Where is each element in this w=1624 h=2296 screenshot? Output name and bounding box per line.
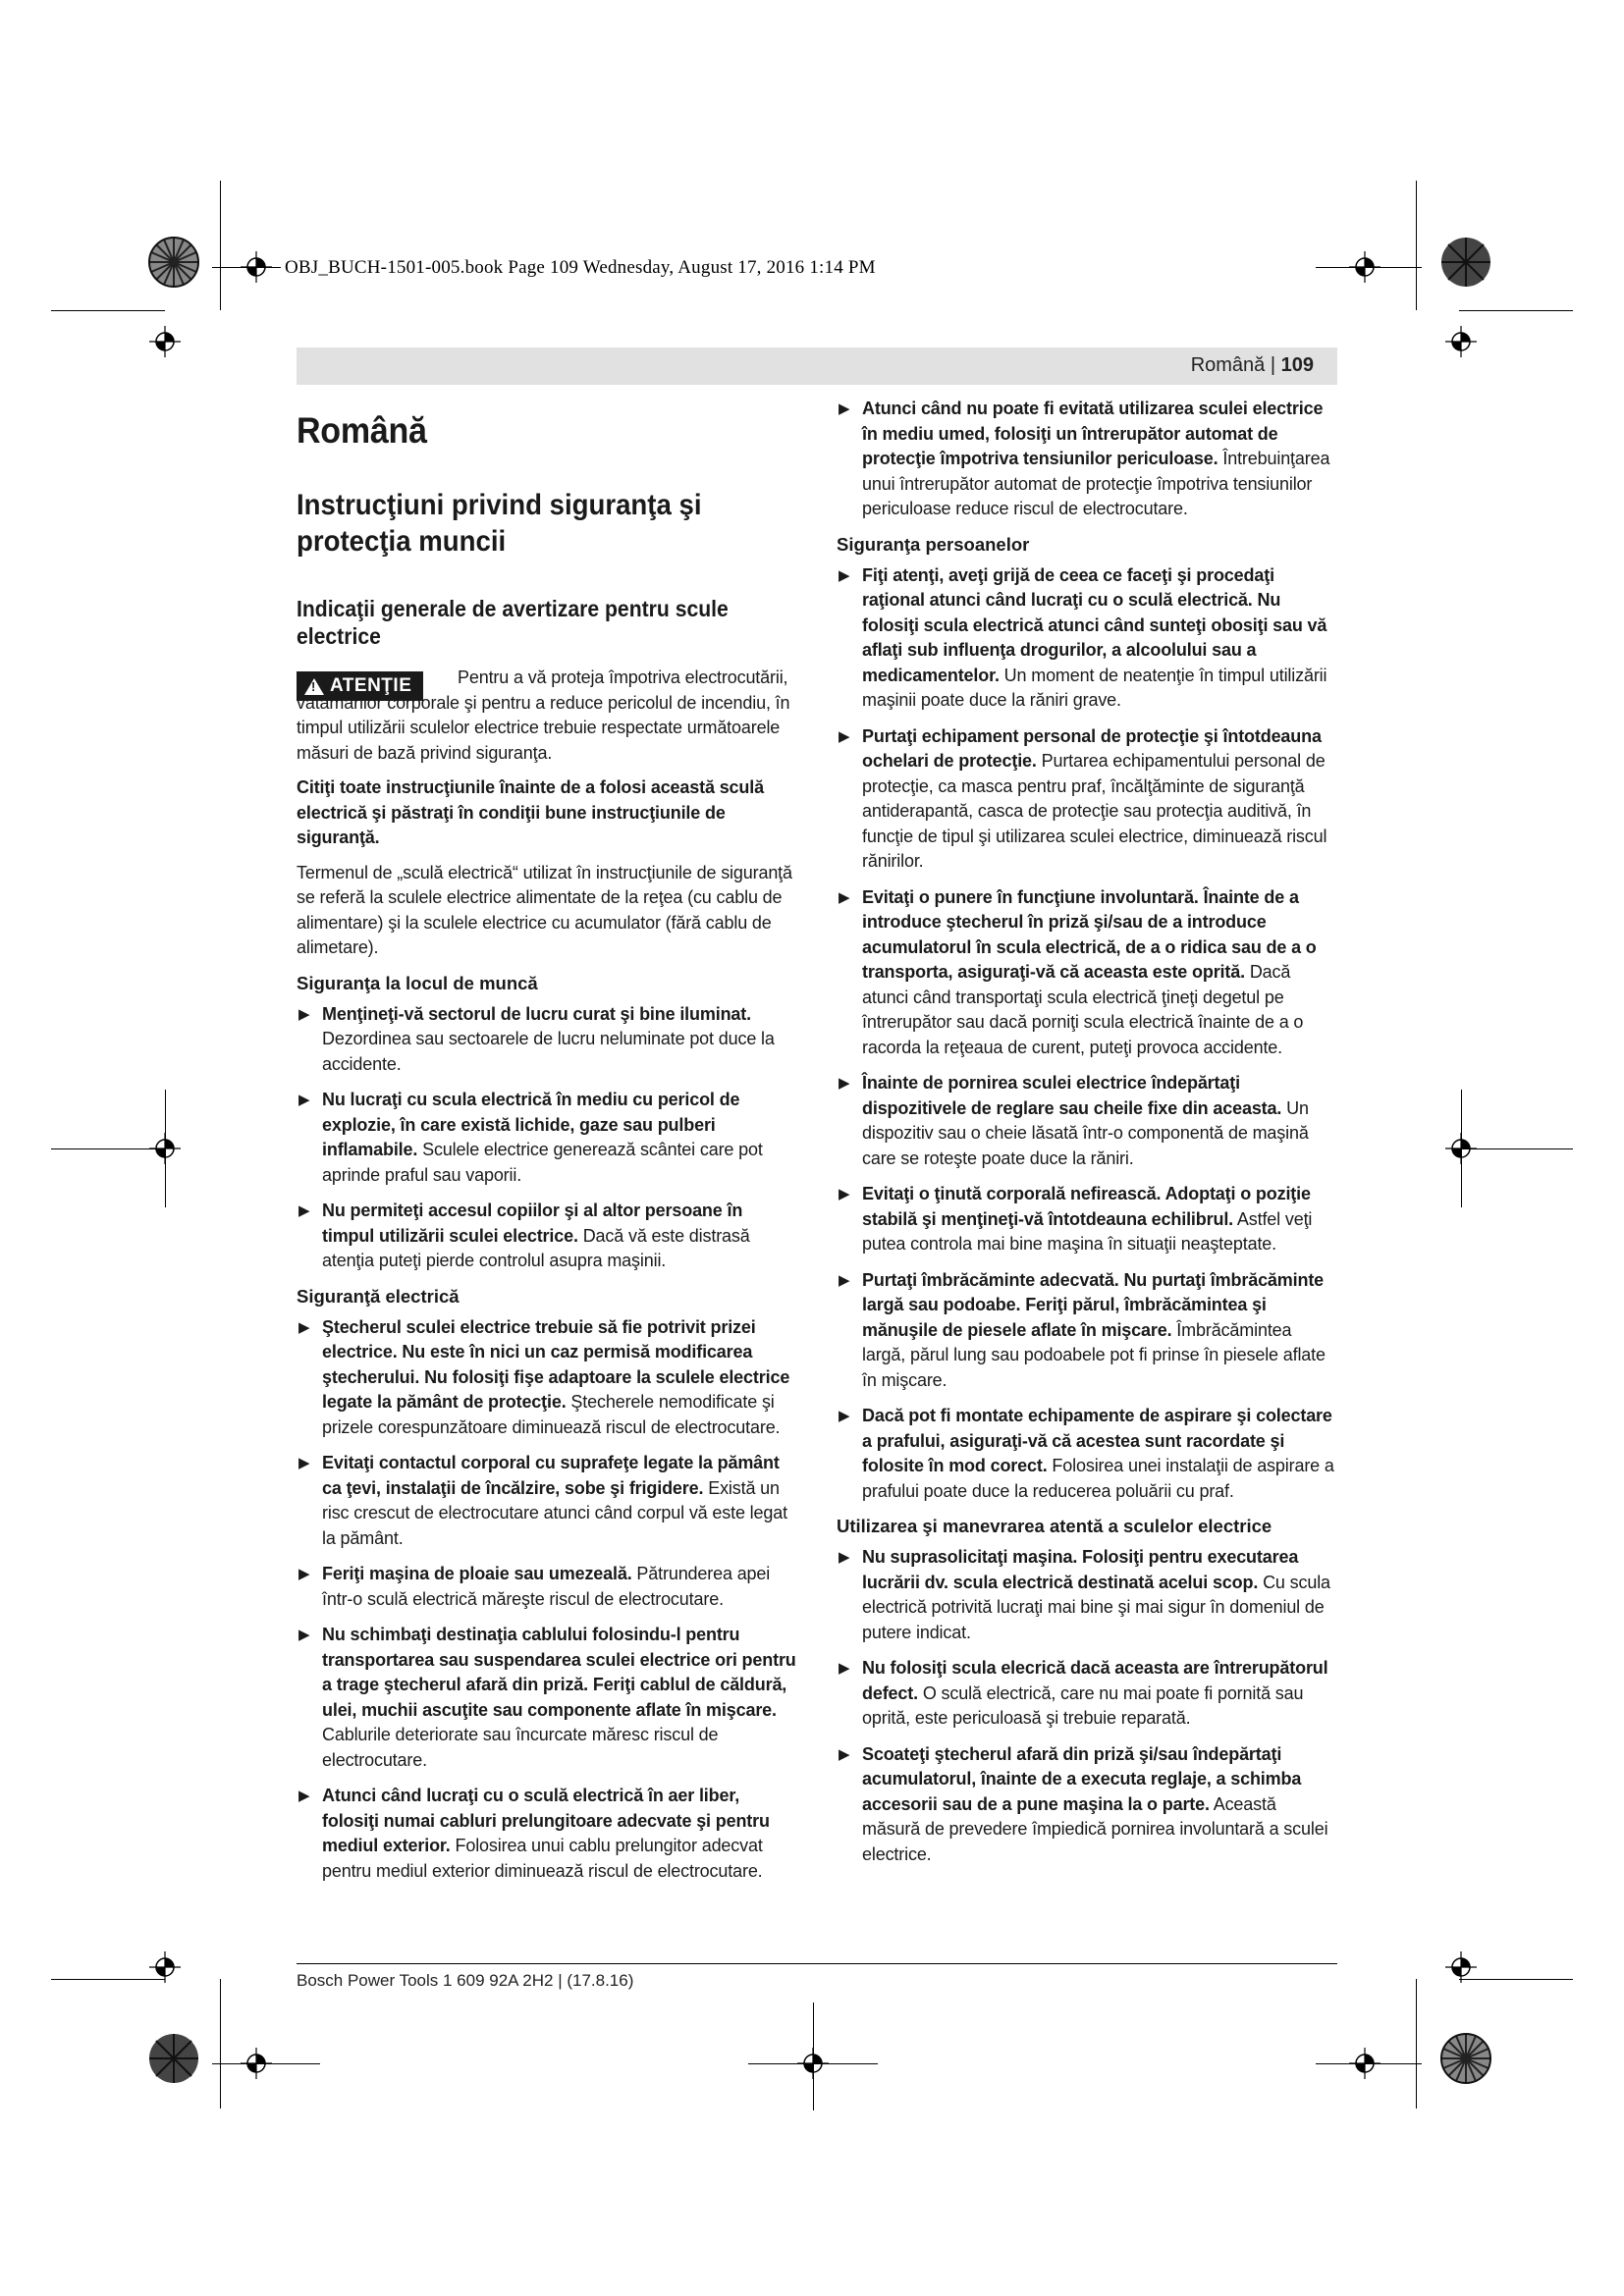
print-info: OBJ_BUCH-1501-005.book Page 109 Wednesday, August 17, 2016 1:14 PM xyxy=(285,257,876,278)
color-wheel-icon xyxy=(147,236,200,289)
list-item: ▶ Ştecherul sculei electrice trebuie să fie potrivit prizei electrice. Nu este în nici un caz permisă modificarea ştecherului. Nu folosiţi fişe adaptoare la sculele electrice legate la pământ de protecţie. Ştecherele nemodificate şi prizele corespunzătoare diminuează riscul de electrocutare. xyxy=(298,1316,790,1437)
registration-cross-icon xyxy=(1445,1133,1477,1164)
registration-cross-icon xyxy=(1445,326,1477,357)
running-header: Română | 109 xyxy=(297,347,1337,385)
list-item: ▶ Purtaţi echipament personal de protecţie şi întotdeauna ochelari de protecţie. Purtarea echipamentului personal de protecţie, ca masca pentru praf, încălţăminte de siguranţă antiderapantă, casca de protecţie sau protecţia auditivă, în funcţie de tipul şi utilizarea sculei electrice, diminuează riscul rănirilor. xyxy=(839,725,1327,871)
header-language: Română xyxy=(1190,354,1266,376)
personal-heading: Siguranţa persoanelor xyxy=(837,533,1030,555)
registration-cross-icon xyxy=(1349,251,1380,283)
list-item: ▶ Nu lucraţi cu scula electrică în mediu cu pericol de explozie, în care există lichide, gaze sau pulberi inflamabile. Sculele electrice generează scântei care pot aprinde praful sau vaporii. xyxy=(298,1090,763,1185)
registration-cross-icon xyxy=(241,251,272,283)
warning-triangle-icon xyxy=(304,678,324,695)
registration-cross-icon xyxy=(241,2048,272,2079)
list-item: ▶ Evitaţi o punere în funcţiune involuntară. Înainte de a introduce ştecherul în priză şi/sau de a introduce acumulatorul în scula electrică, de a o ridica sau de a o transporta, asiguraţi-vă că aceasta este oprită. Dacă atunci când transportaţi scula electrică ţineţi degetul pe întrerupător sau dacă porniţi scula electrică înainte de a o racorda la reţeaua de curent, puteţi provoca accidente. xyxy=(839,886,1317,1057)
workplace-heading: Siguranţa la locul de muncă xyxy=(297,972,538,993)
list-item: ▶ Nu suprasolicitaţi maşina. Folosiţi pentru executarea lucrării dv. scula electrică destinată acelui scop. Cu scula electrică potrivită lucraţi mai bine şi mai sigur în domeniul de putere indicat. xyxy=(839,1547,1330,1642)
list-item: ▶ Purtaţi îmbrăcăminte adecvată. Nu purtaţi îmbrăcăminte largă sau podoabe. Feriţi părul, îmbrăcămintea şi mănuşile de piesele aflate în mişcare. Îmbrăcămintea largă, părul lung sau podoabele pot fi prinse în piesele aflate în mişcare. xyxy=(839,1269,1326,1390)
registration-cross-icon xyxy=(1445,1951,1477,1983)
list-item: ▶ Înainte de pornirea sculei electrice îndepărtaţi dispozitivele de reglare sau cheile fixe din aceasta. Un dispozitiv sau o cheie lăsată într-o componentă de maşină care se roteşte poate duce la răniri. xyxy=(839,1073,1309,1168)
color-wheel-icon xyxy=(147,2032,200,2085)
workplace-list xyxy=(297,1002,797,1274)
list-item: ▶ Fiţi atenţi, aveţi grijă de ceea ce faceţi şi procedaţi raţional atunci când lucraţi cu o sculă electrică. Nu folosiţi scula electrică atunci când sunteţi obosiţi sau vă aflaţi sub influenţa drogurilor, a alcoolului sau a medicamentelor. Un moment de neatenţie în timpul utilizării maşinii poate duce la răniri grave. xyxy=(839,564,1327,710)
language-title: Română xyxy=(297,410,427,451)
list-item: ▶ Atunci când lucraţi cu o sculă electrică în aer liber, folosiţi numai cabluri prelungitoare adecvate şi pentru mediul exterior. Folosirea unui cablu prelungitor adecvat pentru mediul exterior diminuează riscul de electrocutare. xyxy=(298,1786,770,1881)
footer-rule xyxy=(297,1963,1337,1964)
list-item: ▶ Feriţi maşina de ploaie sau umezeală. Pătrunderea apei într-o sculă electrică măreşte riscul de electrocutare. xyxy=(298,1564,771,1609)
read-instructions: Citiţi toate instrucţiunile înainte de a folosi această sculă electrică şi păstraţi în condiţii bune instrucţiunile de siguranţă. xyxy=(297,777,764,847)
list-item: ▶ Menţineţi-vă sectorul de lucru curat şi bine iluminat. Dezordinea sau sectoarele de lucru neluminate pot duce la accidente. xyxy=(298,1003,775,1074)
electrical-heading: Siguranţă electrică xyxy=(297,1285,460,1307)
page-number: 109 xyxy=(1280,354,1314,376)
registration-cross-icon xyxy=(797,2048,829,2079)
personal-list xyxy=(837,563,1337,1505)
color-wheel-icon xyxy=(1439,236,1492,289)
list-item: ▶ Nu folosiţi scula elecrică dacă aceasta are întrerupătorul defect. O sculă electrică, care nu mai poate fi pornită sau oprită, este periculoasă şi trebuie reparată. xyxy=(839,1658,1328,1728)
list-item: ▶ Evitaţi o ţinută corporală nefirească. Adoptaţi o poziţie stabilă şi menţineţi-vă întotdeauna echilibrul. Astfel veţi putea controla mai bine maşina în situaţii neaşteptate. xyxy=(839,1184,1313,1254)
registration-cross-icon xyxy=(1349,2048,1380,2079)
list-item: ▶ Evitaţi contactul corporal cu suprafeţe legate la pământ ca ţevi, instalaţii de încălzire, sobe şi frigidere. Există un risc crescut de electrocutare atunci când corpul vă este legat la pământ. xyxy=(298,1453,787,1548)
section-title: Instrucţiuni privind siguranţa şi protecţia muncii xyxy=(297,489,702,558)
subsection-title: Indicaţii generale de avertizare pentru scule electrice xyxy=(297,596,729,649)
warning-badge: ! ATENŢIE xyxy=(297,671,423,701)
warning-text: Pentru a vă proteja împotriva electrocutării, vătămărilor corporale şi pentru a reduce pericolul de incendiu, în timpul utilizării sculelor electrice trebuie respectate următoarele măsuri de bază privind siguranţa. xyxy=(297,667,790,763)
list-item: ▶ Dacă pot fi montate echipamente de aspirare şi colectare a prafului, asiguraţi-vă că acestea sunt racordate şi folosite în mod corect. Folosirea unei instalaţii de aspirare a prafului poate duce la reducerea poluării cu praf. xyxy=(839,1406,1334,1501)
footer: Bosch Power Tools 1 609 92A 2H2 | (17.8.16) xyxy=(297,1971,634,1990)
registration-cross-icon xyxy=(149,326,181,357)
list-item: ▶ Nu permiteţi accesul copiilor şi al altor persoane în timpul utilizării sculei electrice. Dacă vă este distrasă atenţia puteţi pierde controlul asupra maşinii. xyxy=(298,1201,750,1270)
left-column xyxy=(297,397,797,1895)
registration-cross-icon xyxy=(149,1133,181,1164)
list-item: ▶ Atunci când nu poate fi evitată utilizarea sculei electrice în mediu umed, folosiţi un întrerupător automat de protecţie împotriva tensiunilor periculoase. Întrebuinţarea unui întrerupător automat de protecţie împotriva tensiunilor periculoase reduce riscul de electrocutare. xyxy=(839,399,1330,518)
handling-list xyxy=(837,1545,1337,1867)
list-item: ▶ Scoateţi ştecherul afară din priză şi/sau îndepărtaţi acumulatorul, înainte de a executa reglaje, a schimba accesorii sau de a pune maşina la o parte. Această măsură de prevedere împiedică pornirea involuntară a sculei electrice. xyxy=(839,1743,1328,1864)
term-definition: Termenul de „sculă electrică“ utilizat în instrucţiunile de siguranţă se referă la sculele electrice alimentate de la reţea (cu cablu de alimentare) şi la sculele electrice cu acumulator (fără cablu de alimetare). xyxy=(297,862,792,957)
registration-cross-icon xyxy=(149,1951,181,1983)
right-column xyxy=(837,397,1337,1878)
list-item: ▶ Nu schimbaţi destinaţia cablului folosindu-l pentru transportarea sau suspendarea sculei electrice ori pentru a trage ştecherul afară din priză. Feriţi cablul de căldură, ulei, muchii ascuţite sau componente aflate în mişcare. Cablurile deteriorate sau încurcate măresc riscul de electrocutare. xyxy=(298,1625,796,1770)
color-wheel-icon xyxy=(1439,2032,1492,2085)
electrical-list xyxy=(297,1315,797,1885)
handling-heading: Utilizarea şi manevrarea atentă a sculelor electrice xyxy=(837,1516,1272,1536)
